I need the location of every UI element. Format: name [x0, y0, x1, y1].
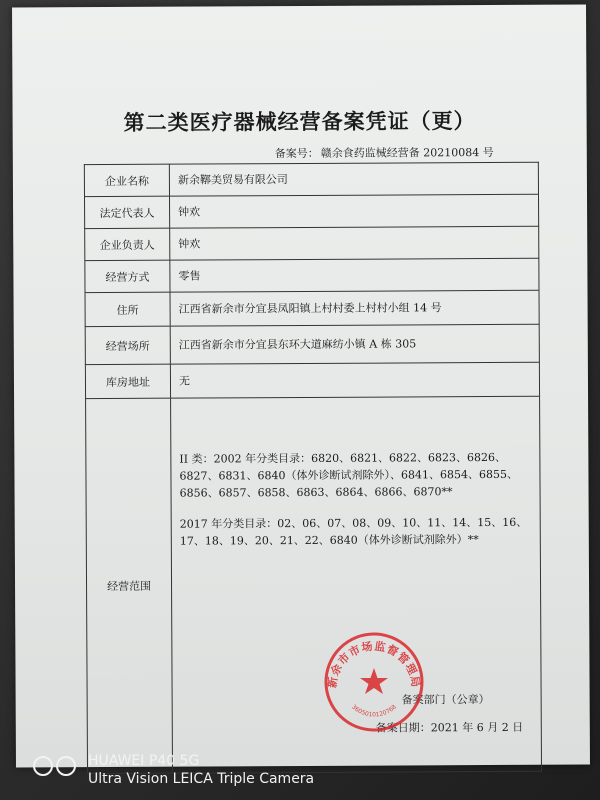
- official-seal: [322, 630, 426, 734]
- table-row: [86, 396, 542, 773]
- table-row: [85, 362, 539, 398]
- table-row: [84, 162, 538, 196]
- filing-department: 备案部门（公章）: [401, 693, 490, 707]
- table-row: [85, 258, 539, 292]
- document-title: 第二类医疗器械经营备案凭证（更）: [123, 108, 476, 135]
- camera-logo-icon: [32, 755, 78, 777]
- table-row: [85, 324, 539, 364]
- row-label: 法定代表人: [85, 196, 170, 228]
- watermark-model: HUAWEI P40 5G: [88, 753, 200, 769]
- warehouse-address: 无: [170, 362, 539, 398]
- svg-text:3605010120768: [350, 703, 398, 718]
- company-principal: 钟欢: [170, 226, 539, 260]
- seal-star-icon: [360, 668, 388, 694]
- row-label: 住所: [85, 292, 170, 326]
- business-premises: 江西省新余市分宜县东环大道麻纺小镇 A 栋 305: [170, 324, 539, 364]
- seal-text: 新余市市场监督管理局: [325, 639, 423, 689]
- table-row: [85, 290, 539, 326]
- row-label: 经营方式: [85, 260, 170, 292]
- row-label: 经营场所: [85, 326, 170, 364]
- watermark-camera: Ultra Vision LEICA Triple Camera: [88, 771, 315, 787]
- filing-date: 备案日期：2021 年 6 月 2 日: [375, 720, 524, 735]
- record-number-value: 赣余食药监械经营备 20210084 号: [320, 145, 494, 160]
- domicile: 江西省新余市分宜县凤阳镇上村村委上村村小组 14 号: [170, 290, 539, 326]
- legal-representative: 钟欢: [170, 194, 539, 228]
- record-number-label: 备案号：: [274, 146, 319, 161]
- table-row: [85, 194, 539, 228]
- business-mode: 零售: [170, 258, 539, 292]
- table-row: [85, 226, 539, 260]
- row-label: 企业负责人: [85, 228, 170, 260]
- seal-number: 3605010120768: [350, 703, 398, 719]
- scope-2017-catalog: 2017 年分类目录：02、06、07、08、09、10、11、14、15、16、17、18、19、20、21、22、6840（体外诊断试剂除外）**: [179, 515, 528, 548]
- record-number: [275, 144, 494, 161]
- row-label: 经营范围: [86, 398, 173, 773]
- info-table: [84, 162, 542, 774]
- certificate-paper: [12, 5, 590, 768]
- row-label: 库房地址: [85, 364, 170, 398]
- scope-2002-catalog: II 类：2002 年分类目录：6820、6821、6822、6823、6826、6827、6831、6840（体外诊断试剂除外）、6841、6854、6855、6856、6857、6858、6863、6864、6866、6870**: [179, 450, 518, 500]
- row-label: 企业名称: [84, 164, 169, 196]
- company-name: 新余鞹美贸易有限公司: [169, 162, 538, 196]
